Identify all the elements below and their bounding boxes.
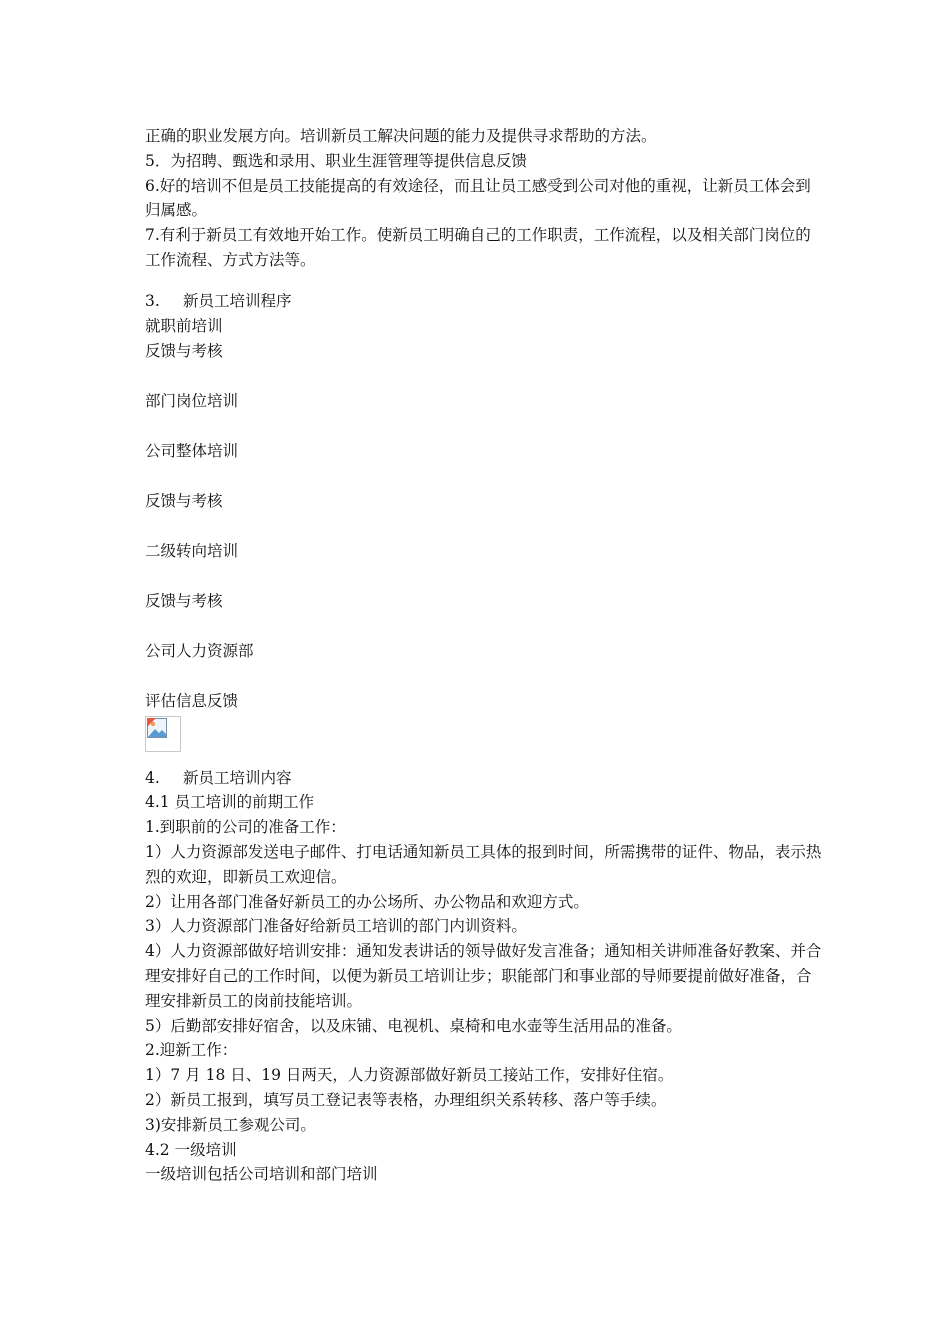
content-line: 2）新员工报到，填写员工登记表等表格，办理组织关系转移、落户等手续。 [145, 1090, 667, 1109]
content-line: 2）让用各部门准备好新员工的办公场所、办公物品和欢迎方式。 [145, 892, 589, 911]
section-4-number: 4. [145, 768, 160, 787]
flow-step: 反馈与考核 [145, 341, 223, 360]
content-line: 一级培训包括公司培训和部门培训 [145, 1165, 378, 1184]
flow-list [145, 314, 825, 714]
section-3-heading [145, 289, 825, 314]
flow-step: 反馈与考核 [145, 491, 223, 510]
section-4-heading [145, 766, 825, 791]
content-line: 1）7 月 18 日、19 日两天，人力资源部做好新员工接站工作，安排好住宿。 [145, 1066, 674, 1085]
broken-image-icon [145, 716, 181, 752]
content-line: 1）人力资源部发送电子邮件、打电话通知新员工具体的报到时间，所需携带的证件、物品，表示热烈的欢迎，即新员工欢迎信。 [145, 842, 822, 886]
flow-step: 就职前培训 [145, 316, 223, 335]
flow-step: 评估信息反馈 [145, 691, 239, 710]
content-line: 3)安排新员工参观公司。 [145, 1115, 316, 1134]
section-4-title: 新员工培训内容 [183, 768, 292, 787]
section-3-number: 3. [145, 291, 160, 310]
flow-step: 部门岗位培训 [145, 391, 239, 410]
intro-line: 5．为招聘、甄选和录用、职业生涯管理等提供信息反馈 [145, 151, 527, 170]
intro-line: 7.有利于新员工有效地开始工作。使新员工明确自己的工作职责，工作流程，以及相关部门岗位的工作流程、方式方法等。 [145, 226, 811, 269]
spacer [145, 273, 825, 289]
content-line: 5）后勤部安排好宿舍，以及床铺、电视机、桌椅和电水壶等生活用品的准备。 [145, 1016, 682, 1035]
flow-step: 二级转向培训 [145, 541, 239, 560]
content-line: 4.2 一级培训 [145, 1140, 237, 1159]
content-line: 3）人力资源部门准备好给新员工培训的部门内训资料。 [145, 917, 527, 936]
flow-step: 公司人力资源部 [145, 641, 254, 660]
intro-line: 6.好的培训不但是员工技能提高的有效途径，而且让员工感受到公司对他的重视，让新员工体会到归属感。 [145, 176, 811, 220]
content-line: 4.1 员工培训的前期工作 [145, 793, 315, 812]
content-line: 2.迎新工作： [145, 1041, 238, 1060]
flow-step: 反馈与考核 [145, 591, 223, 610]
flow-step: 公司整体培训 [145, 441, 239, 460]
intro-line: 正确的职业发展方向。培训新员工解决问题的能力及提供寻求帮助的方法。 [145, 127, 657, 145]
content-line: 1.到职前的公司的准备工作： [145, 818, 346, 837]
document-page [145, 124, 825, 1187]
content-line: 4）人力资源部做好培训安排：通知发表讲话的领导做好发言准备；通知相关讲师准备好教案、并合理安排好自己的工作时间，以便为新员工培训让步；职能部门和事业部的导师要提前做好准备，合理安排新员工的岗前技能培训。 [145, 942, 822, 1010]
section-3-title: 新员工培训程序 [183, 291, 292, 310]
